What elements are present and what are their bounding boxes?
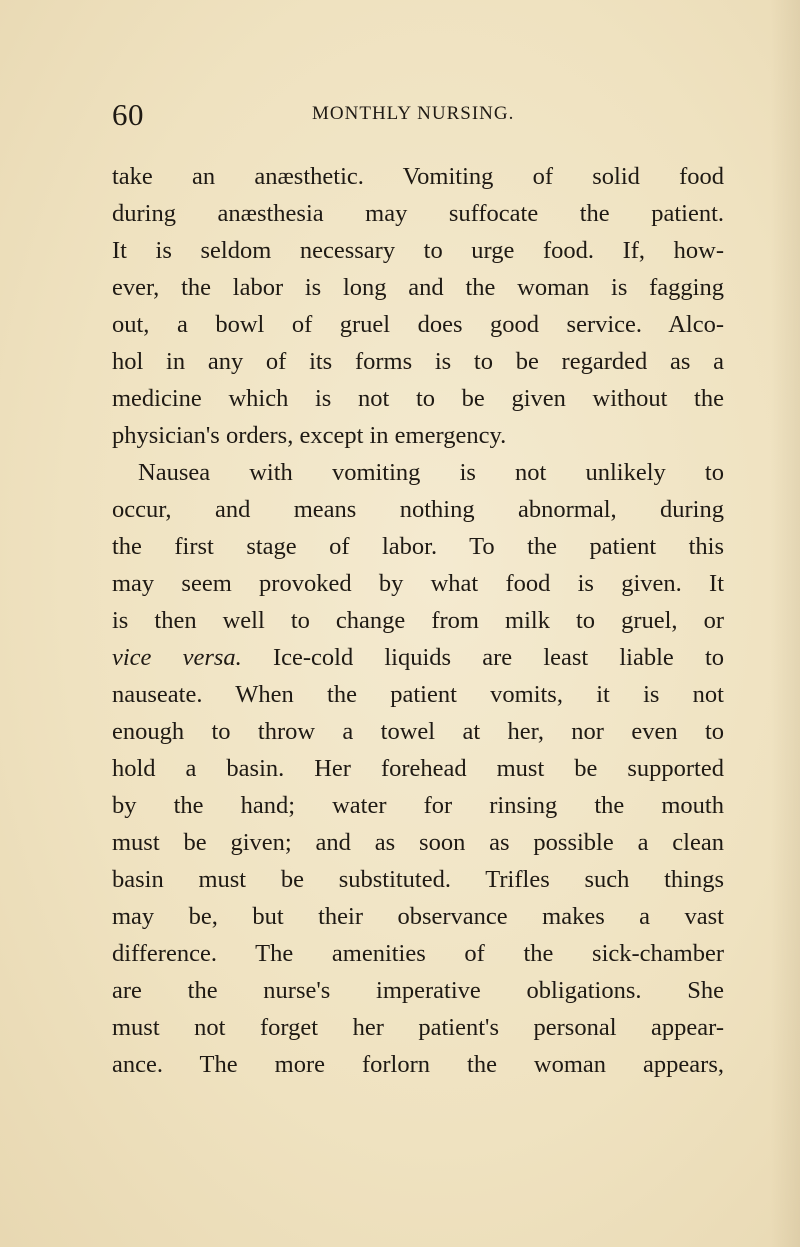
text-line: the first stage of labor. To the patient this bbox=[112, 533, 724, 560]
text-line: nauseate. When the patient vomits, it is not bbox=[112, 681, 724, 708]
running-head: MONTHLY NURSING. bbox=[312, 103, 515, 124]
text-line-mixed bbox=[112, 639, 724, 676]
text-line: occur, and means nothing abnormal, during bbox=[112, 496, 724, 523]
page-header bbox=[112, 97, 722, 139]
text-line: medicine which is not to be given without the bbox=[112, 385, 724, 412]
text-line: by the hand; water for rinsing the mouth bbox=[112, 792, 724, 819]
text-line: are the nurse's imperative obligations. She bbox=[112, 977, 724, 1004]
text-line: physician's orders, except in emergency. bbox=[112, 422, 507, 449]
paragraph-start-line: Nausea with vomiting is not unlikely to bbox=[138, 459, 724, 486]
text-span: Ice-cold liquids are least liable to bbox=[272, 644, 725, 671]
text-line: must not forget her patient's personal appear- bbox=[112, 1014, 724, 1041]
text-line: hol in any of its forms is to be regarded as a bbox=[112, 348, 724, 375]
text-line: may be, but their observance makes a vast bbox=[112, 903, 724, 930]
text-line: hold a basin. Her forehead must be supported bbox=[112, 755, 724, 782]
body-text bbox=[112, 158, 724, 1083]
text-line: out, a bowl of gruel does good service. Alco- bbox=[112, 311, 724, 338]
page-number: 60 bbox=[112, 97, 144, 132]
text-line: enough to throw a towel at her, nor even to bbox=[112, 718, 724, 745]
text-line: basin must be substituted. Trifles such things bbox=[112, 866, 724, 893]
text-line: may seem provoked by what food is given. It bbox=[112, 570, 724, 597]
text-line: difference. The amenities of the sick-chamber bbox=[112, 940, 724, 967]
text-line: must be given; and as soon as possible a clean bbox=[112, 829, 724, 856]
italic-phrase: vice versa. bbox=[112, 644, 242, 671]
text-line: is then well to change from milk to gruel, or bbox=[112, 607, 724, 634]
text-line: It is seldom necessary to urge food. If, how- bbox=[112, 237, 724, 264]
text-line: during anæsthesia may suffocate the patient. bbox=[112, 200, 724, 227]
text-line: ance. The more forlorn the woman appears, bbox=[112, 1051, 724, 1078]
text-line: ever, the labor is long and the woman is fagging bbox=[112, 274, 724, 301]
text-line: take an anæsthetic. Vomiting of solid food bbox=[112, 163, 724, 190]
page-edge-shadow bbox=[770, 0, 800, 1247]
